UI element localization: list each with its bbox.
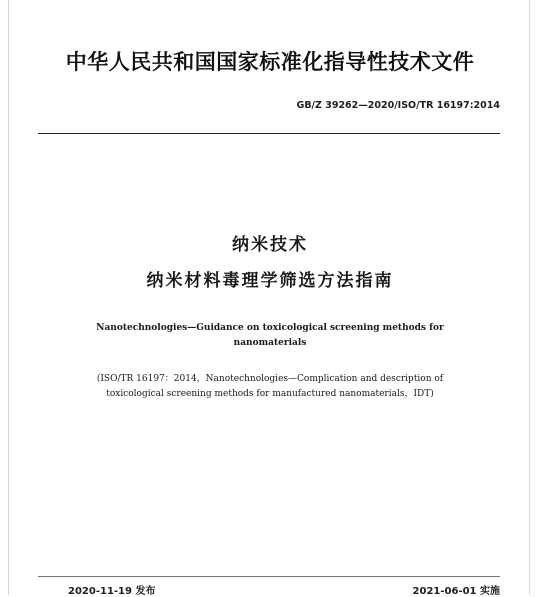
document-type-heading: 中华人民共和国国家标准化指导性技术文件: [65, 50, 475, 74]
gb-logo: [360, 0, 475, 26]
equivalence-line-1: (ISO/TR 16197：2014，Nanotechnologies—Complication and description of: [96, 374, 444, 384]
implementation-date: 2021-06-01 实施: [412, 586, 500, 597]
header-divider: [38, 133, 500, 134]
page-edge-left: [8, 0, 9, 595]
english-title-line-1: Nanotechnologies—Guidance on toxicological screening methods for: [96, 323, 444, 333]
equivalence-line-2: toxicological screening methods for manufactured nanomaterials，IDT): [106, 389, 434, 399]
equivalence-note: [40, 372, 500, 402]
english-title-line-2: nanomaterials: [233, 338, 307, 348]
english-title: [60, 321, 480, 351]
standard-number: GB/Z 39262—2020/ISO/TR 16197:2014: [296, 100, 500, 111]
page-edge-right: [529, 0, 530, 595]
title-line-2: 纳米材料毒理学筛选方法指南: [146, 271, 394, 291]
issue-date: 2020-11-19 发布: [68, 586, 156, 597]
footer-divider: [38, 576, 500, 577]
title-line-1: 纳米技术: [232, 235, 308, 255]
